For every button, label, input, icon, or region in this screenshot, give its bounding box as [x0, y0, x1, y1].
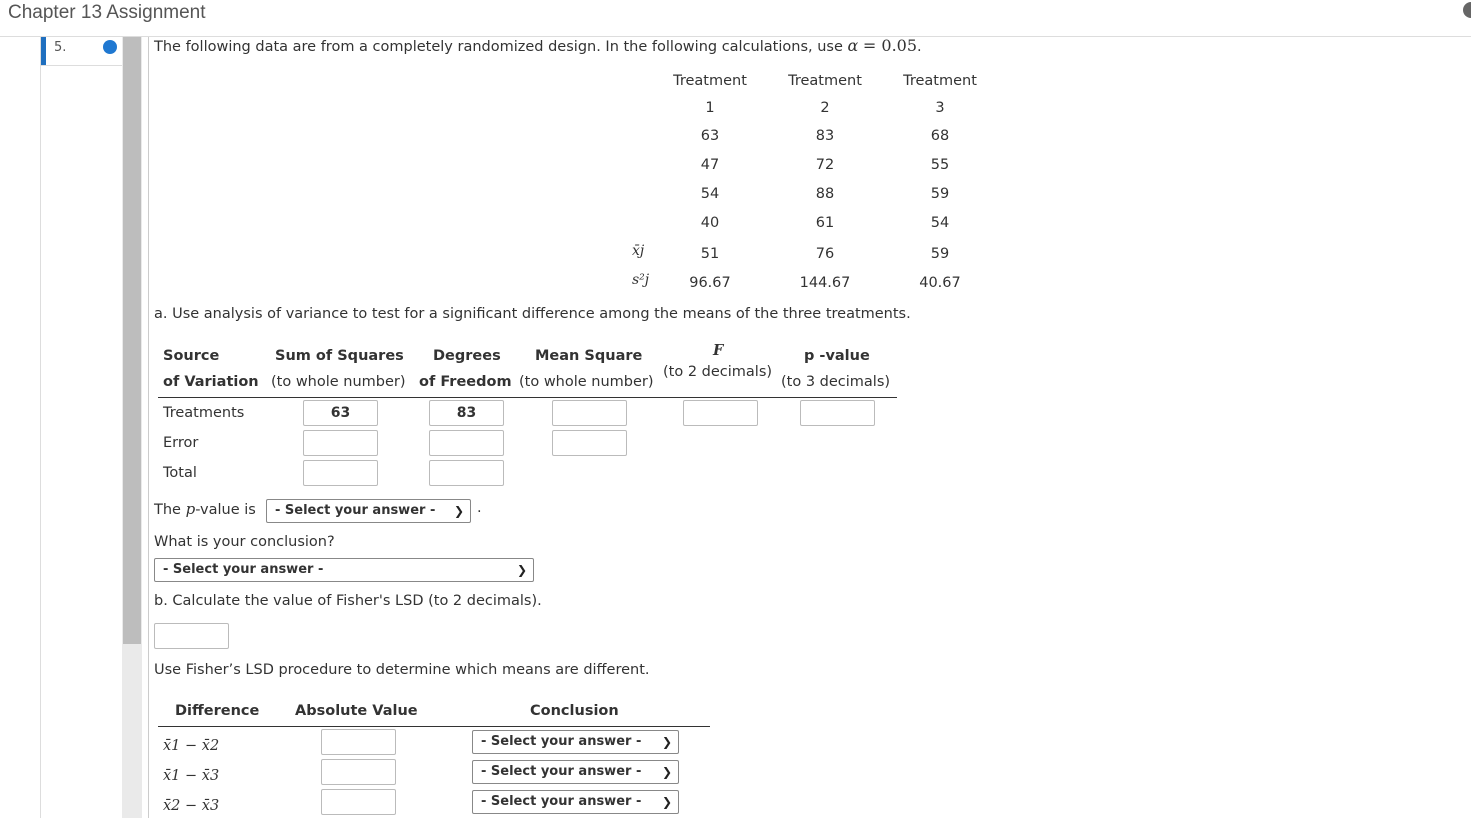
question-number: 5. — [54, 40, 67, 55]
question-status-dot-icon — [103, 40, 117, 54]
lsd-conclusion-select[interactable] — [472, 760, 679, 784]
intro-text: The following data are from a completely randomized design. In the following calculations, use — [154, 39, 843, 55]
lsd-input[interactable] — [154, 623, 229, 649]
mean-cell: 59 — [930, 246, 950, 262]
df-error-input[interactable] — [429, 430, 504, 456]
mean-cell: 76 — [815, 246, 835, 262]
lsd-header-rule — [158, 726, 710, 727]
lsd-select-label: - Select your answer - — [481, 764, 642, 779]
data-cell: 59 — [930, 186, 950, 202]
variance-cell: 144.67 — [799, 275, 851, 291]
data-cell: 63 — [700, 128, 720, 144]
row-label-error: Error — [163, 435, 199, 451]
col-header-pvalue: p -value — [804, 348, 870, 364]
chevron-down-icon: ❯ — [661, 795, 672, 809]
part-a-prompt: a. Use analysis of variance to test for a significant difference among the means of the three treatments. — [154, 306, 911, 322]
conclusion-select[interactable] — [154, 558, 534, 582]
ms-treatments-input[interactable] — [552, 400, 627, 426]
conclusion-select-label: - Select your answer - — [163, 562, 324, 577]
data-cell: 54 — [700, 186, 720, 202]
ms-error-input[interactable] — [552, 430, 627, 456]
ss-total-input[interactable] — [303, 460, 378, 486]
f-input[interactable] — [683, 400, 758, 426]
col-header-f: F — [713, 342, 724, 359]
treatment-header-2: Treatment — [788, 73, 862, 89]
lsd-select-label: - Select your answer - — [481, 734, 642, 749]
df-total-input[interactable] — [429, 460, 504, 486]
anova-header-rule — [158, 397, 897, 398]
abs-diff-input[interactable] — [321, 729, 396, 755]
ss-treatments-input[interactable]: 63 — [303, 400, 378, 426]
abs-diff-input[interactable] — [321, 759, 396, 785]
difference-label: x̄1 − x̄2 — [163, 738, 220, 754]
ss-error-input[interactable] — [303, 430, 378, 456]
variance-label: s²j — [632, 272, 650, 288]
col-header-absolute: Absolute Value — [295, 703, 418, 719]
conclusion-question: What is your conclusion? — [154, 534, 335, 550]
mean-label: x̄j — [632, 243, 645, 259]
treatment-number-2: 2 — [820, 100, 830, 116]
pvalue-suffix: -value is — [195, 502, 256, 518]
difference-label: x̄1 − x̄3 — [163, 768, 220, 784]
data-cell: 61 — [815, 215, 835, 231]
pvalue-prefix: The — [154, 502, 181, 518]
alpha-value: = 0.05 — [862, 36, 918, 55]
question-nav-border — [40, 37, 41, 818]
col-header-source: Source — [163, 348, 220, 364]
data-cell: 83 — [815, 128, 835, 144]
chevron-down-icon: ❯ — [516, 563, 527, 577]
col-header-source-sub: of Variation — [163, 374, 259, 390]
content-border — [148, 37, 149, 818]
col-header-difference: Difference — [175, 703, 260, 719]
lsd-select-label: - Select your answer - — [481, 794, 642, 809]
active-question-marker — [41, 37, 46, 65]
chevron-down-icon: ❯ — [661, 735, 672, 749]
data-cell: 40 — [700, 215, 720, 231]
mean-cell: 51 — [700, 246, 720, 262]
pvalue-sentence-period: . — [477, 500, 482, 516]
pvalue-sentence — [154, 500, 256, 518]
chevron-down-icon: ❯ — [453, 504, 464, 518]
lsd-conclusion-select[interactable] — [472, 730, 679, 754]
row-label-total: Total — [163, 465, 197, 481]
alpha-symbol: α — [847, 36, 859, 55]
data-cell: 55 — [930, 157, 950, 173]
data-cell: 47 — [700, 157, 720, 173]
treatment-number-3: 3 — [935, 100, 945, 116]
pvalue-range-select[interactable] — [266, 499, 471, 523]
pvalue-input[interactable] — [800, 400, 875, 426]
df-treatments-input[interactable]: 83 — [429, 400, 504, 426]
data-cell: 88 — [815, 186, 835, 202]
treatment-header-1: Treatment — [673, 73, 747, 89]
chevron-down-icon: ❯ — [661, 765, 672, 779]
difference-label: x̄2 − x̄3 — [163, 798, 220, 814]
col-header-ms: Mean Square — [535, 348, 643, 364]
col-header-ms-sub: (to whole number) — [519, 374, 654, 390]
lsd-conclusion-select[interactable] — [472, 790, 679, 814]
col-header-df-sub: of Freedom — [419, 374, 512, 390]
treatment-number-1: 1 — [705, 100, 715, 116]
col-header-pvalue-sub: (to 3 decimals) — [781, 374, 891, 390]
intro-period: . — [917, 39, 922, 55]
data-cell: 54 — [930, 215, 950, 231]
col-header-ss: Sum of Squares — [275, 348, 404, 364]
col-header-conclusion: Conclusion — [530, 703, 619, 719]
scrollbar-thumb[interactable] — [123, 37, 141, 644]
p-symbol: p — [185, 500, 196, 518]
page-title: Chapter 13 Assignment — [8, 2, 206, 23]
treatment-header-3: Treatment — [903, 73, 977, 89]
part-b-prompt: b. Calculate the value of Fisher's LSD (to 2 decimals). — [154, 593, 542, 609]
variance-cell: 96.67 — [689, 275, 731, 291]
col-header-f-sub: (to 2 decimals) — [663, 364, 773, 380]
abs-diff-input[interactable] — [321, 789, 396, 815]
row-label-treatments: Treatments — [163, 405, 245, 421]
lsd-procedure-text: Use Fisher’s LSD procedure to determine which means are different. — [154, 662, 650, 678]
data-cell: 68 — [930, 128, 950, 144]
question-intro — [154, 36, 922, 55]
col-header-ss-sub: (to whole number) — [271, 374, 406, 390]
pvalue-select-label: - Select your answer - — [275, 503, 436, 518]
data-cell: 72 — [815, 157, 835, 173]
scroll-indicator[interactable] — [1463, 2, 1471, 18]
variance-cell: 40.67 — [919, 275, 961, 291]
col-header-df: Degrees — [433, 348, 501, 364]
